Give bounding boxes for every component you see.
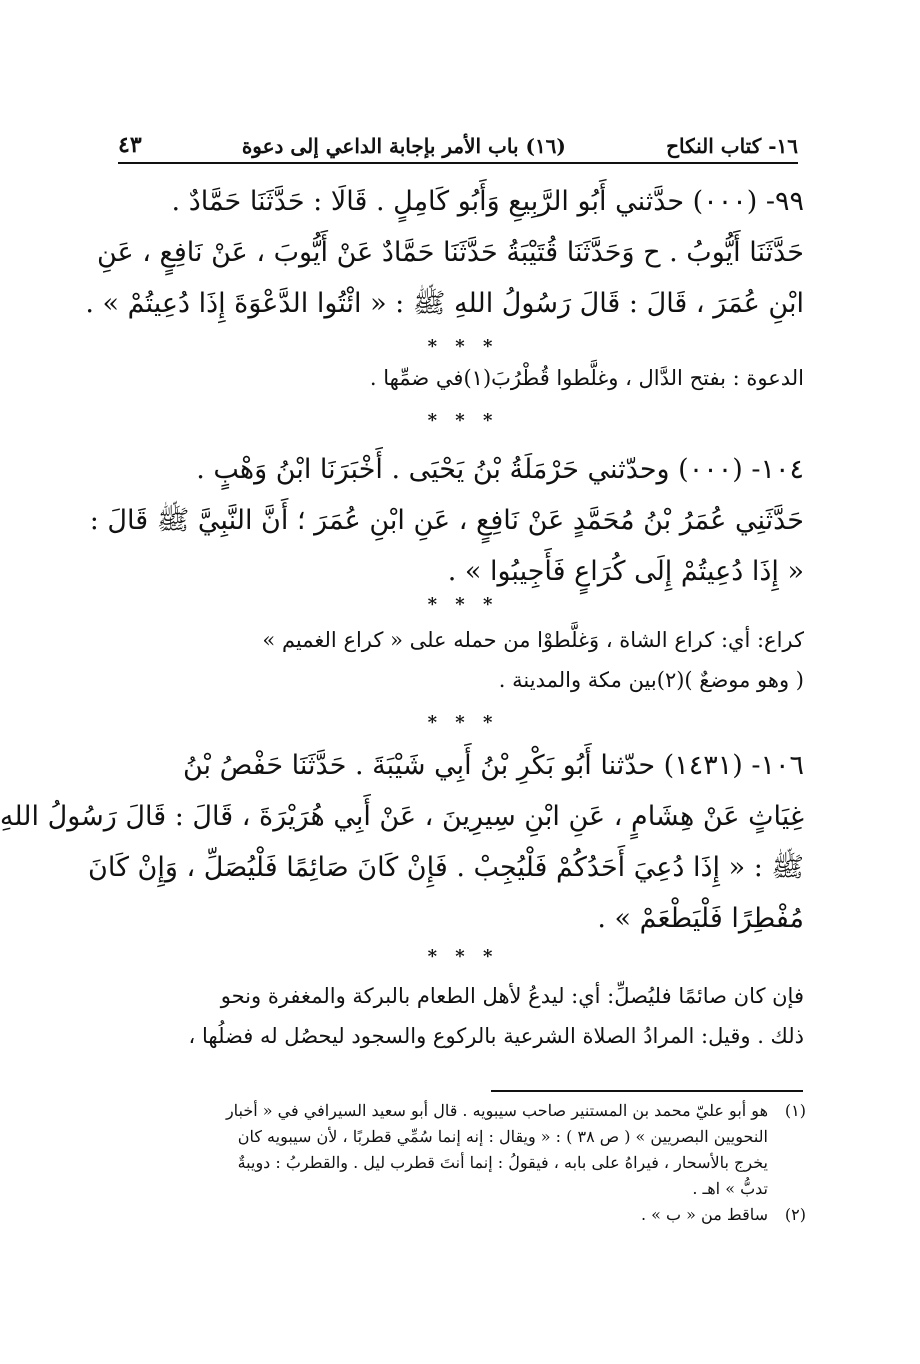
note-dawa xyxy=(114,358,804,398)
page-header xyxy=(118,118,798,164)
footnote-1 xyxy=(118,1098,806,1202)
section-title: (١٦) باب الأمر بإجابة الداعي إلى دعوة xyxy=(241,134,566,158)
note-line: ( وهو موضعٌ )(٢)بين مكة والمدينة . xyxy=(498,668,804,692)
hadith-line: حَدَّثَنَا أَيُّوبُ . ح وَحَدَّثَنَا قُتَيْبَةُ حَدَّثَنَا حَمَّادٌ عَنْ أَيُّوبَ ، عَنْ نَافِعٍ ، عَنِ xyxy=(96,237,804,268)
hadith-line: ٩٩- (٠٠٠) حدَّثني أَبُو الرَّبِيعِ وَأَبُو كَامِلٍ . قَالَا : حَدَّثَنَا حَمَّادٌ . xyxy=(171,186,804,217)
separator-stars: * * * xyxy=(427,946,499,967)
hadith-106 xyxy=(0,740,804,944)
hadith-line: مُفْطِرًا فَلْيَطْعَمْ » . xyxy=(597,903,804,934)
note-line: كراع: أي: كراع الشاة ، وَغلَّطوْا من حمله على « كراع الغميم » xyxy=(262,628,804,652)
hadith-line: ١٠٤- (٠٠٠) وحدّثني حَرْمَلَةُ بْنُ يَحْيَى . أَخْبَرَنَا ابْنُ وَهْبٍ . xyxy=(196,454,804,485)
note-line: فإن كان صائمًا فليُصلِّ: أي: ليدعُ لأهل الطعام بالبركة والمغفرة ونحو xyxy=(220,984,804,1008)
footnote-line: النحويين البصريين » ( ص ٣٨ ) : « ويقال : إنه إنما سُمِّي قطربًا ، لأن سيبويه كان xyxy=(237,1127,768,1146)
footnotes xyxy=(118,1098,806,1228)
footnote-line: هو أبو عليّ محمد بن المستنير صاحب سيبويه . قال أبو سعيد السيرافي في « أخبار xyxy=(225,1101,768,1120)
note-fast xyxy=(114,976,804,1056)
hadith-104 xyxy=(89,444,804,597)
footnote-line: يخرج بالأسحار ، فيراهُ على بابه ، فيقولُ : إنما أنتَ قطرب ليل . والقطربُ : دويبةٌ xyxy=(237,1153,768,1172)
footnote-number: (١) xyxy=(784,1101,806,1120)
separator-stars: * * * xyxy=(427,712,499,733)
footnote-line: ساقط من « ب » . xyxy=(640,1205,768,1224)
hadith-line: حَدَّثَنِي عُمَرُ بْنُ مُحَمَّدٍ عَنْ نَافِعٍ ، عَنِ ابْنِ عُمَرَ ؛ أَنَّ النَّبِيَّ ﷺ قَالَ : xyxy=(89,505,804,536)
hadith-line: « إِذَا دُعِيتُمْ إِلَى كُرَاعٍ فَأَجِيبُوا » . xyxy=(447,556,804,587)
hadith-99 xyxy=(85,176,804,329)
hadith-line: ١٠٦- (١٤٣١) حدّثنا أَبُو بَكْرِ بْنُ أَبِي شَيْبَةَ . حَدَّثَنَا حَفْصُ بْنُ xyxy=(183,750,804,781)
hadith-line: ﷺ : « إِذَا دُعِيَ أَحَدُكُمْ فَلْيُجِبْ . فَإِنْ كَانَ صَائِمًا فَلْيُصَلِّ ، وَإِنْ كَانَ xyxy=(88,852,804,883)
separator-stars: * * * xyxy=(427,336,499,357)
note-line: الدعوة : بفتح الدَّال ، وغلَّطوا قُطْرُبَ(١)في ضمِّها . xyxy=(369,366,804,390)
footnote-line: تدبُّ » اهـ . xyxy=(692,1179,768,1198)
note-kura xyxy=(114,620,804,700)
footnote-divider xyxy=(491,1090,803,1092)
separator-stars: * * * xyxy=(427,594,499,615)
note-line: ذلك . وقيل: المرادُ الصلاة الشرعية بالركوع والسجود ليحصُل له فضلُها ، xyxy=(188,1024,804,1048)
page-number: ٤٣ xyxy=(118,132,142,158)
footnote-2 xyxy=(118,1202,806,1228)
hadith-line: ابْنِ عُمَرَ ، قَالَ : قَالَ رَسُولُ اللهِ ﷺ : « ائْتُوا الدَّعْوَةَ إِذَا دُعِيتُمْ » . xyxy=(85,288,804,319)
hadith-line: غِيَاثٍ عَنْ هِشَامٍ ، عَنِ ابْنِ سِيرِينَ ، عَنْ أَبِي هُرَيْرَةَ ، قَالَ : قَالَ رَسُولُ اللهِ xyxy=(0,801,804,832)
chapter-title: ١٦- كتاب النكاح xyxy=(666,134,798,158)
footnote-number: (٢) xyxy=(784,1205,806,1224)
separator-stars: * * * xyxy=(427,410,499,431)
